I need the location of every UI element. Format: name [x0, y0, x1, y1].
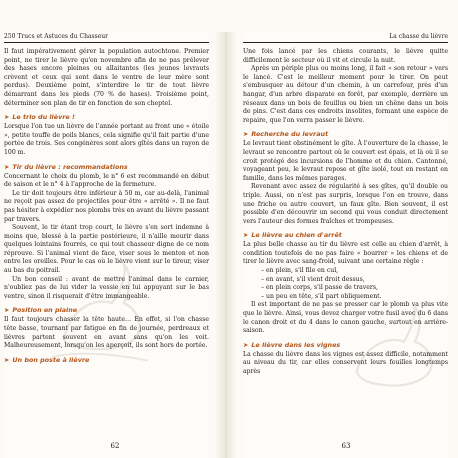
right-page-text: [243, 48, 448, 377]
section-heading-text: Le trio du lièvre !: [12, 113, 75, 122]
section-heading: [243, 341, 448, 350]
heading-arrow-icon: ➤: [4, 355, 10, 364]
left-header-rule: [4, 42, 209, 43]
section-heading: [4, 356, 209, 365]
section-heading-text: Le lièvre au chien d'arrêt: [251, 231, 342, 240]
section-heading-text: Tir du lièvre : recommandations: [12, 162, 128, 171]
body-paragraph: Un bon conseil : avant de mettre l'animal dans le carnier, n'oubliez pas de lui vider la vessie en lui appuyant sur le bas ventre, sinon il risquerait d'être immangeable.: [4, 275, 209, 300]
section-heading: [4, 306, 209, 315]
body-paragraph: Le levraut tient obstinément le gîte. À l'ouverture de la chasse, le levraut se rencontre partout où le couvert est épais, et là où il se croit protégé des incursions de l'homme et du chien. Cantonné, voyageant peu, le levraut repose et gîte isolé, tout en restant en famille, dans les mêmes parages.: [243, 140, 448, 182]
left-page-number: 62: [110, 442, 120, 450]
heading-arrow-icon: ➤: [4, 113, 10, 122]
heading-arrow-icon: ➤: [243, 340, 249, 349]
body-paragraph: Lorsque l'on tue un lièvre de l'année portant au front une « étoile », petite touffe de poils blancs, cela signifie qu'il fait partie d'une portée de trois. Ses congénères sont alors gîtés dans un rayon de 100 m.: [4, 123, 209, 156]
body-paragraph: Le tir doit toujours être inférieur à 50 m, car au-delà, l'animal ne reçoit pas assez de projectiles pour être « arrêté ». Il ne faut pas hésiter à expédier nos plombs très en avant du lièvre passant par travers.: [4, 189, 209, 223]
right-header-rule: [243, 42, 448, 43]
body-paragraph: La plus belle chasse au tir du lièvre est celle au chien d'arrêt, à condition toutefois de ne pas faire « bourrer » les chiens et de tirer le lièvre avec sang-froid, suivant une certaine règle :: [243, 241, 448, 266]
list-item: – en plein, s'il file en cul,: [261, 267, 339, 275]
book-gutter: [214, 32, 238, 458]
section-heading: [243, 231, 448, 240]
section-heading-text: Un bon poste à lièvre: [12, 355, 90, 364]
left-page-text: [4, 48, 209, 366]
heading-arrow-icon: ➤: [4, 162, 10, 171]
body-paragraph: Revenant avec assez de régularité à ses gîtes, qu'il double ou triple. Aussi, on n'est pas surpris, lorsque l'on en trouve, dans une friche ou autre couvert, un faux gîte. Bien souvent, il est possible d'en découvrir un second qui vous conduit directement vers l'auteur des formes fraîches et trompeuses.: [243, 183, 448, 225]
left-running-head: 250 Trucs et Astuces du Chasseur: [4, 33, 108, 40]
right-page-number: 63: [341, 442, 351, 450]
section-heading: [4, 113, 209, 122]
list-item: – en avant, s'il vient droit dessus,: [261, 275, 365, 283]
right-running-head: La chasse du lièvre: [389, 33, 448, 40]
heading-arrow-icon: ➤: [243, 130, 249, 139]
body-paragraph: La chasse du lièvre dans les vignes est assez difficile, notamment au niveau du tir, car elles conservent leurs feuilles longtemps après: [243, 350, 448, 375]
body-paragraph: Après un périple plus ou moins long, il fait « son retour » vers le lancé. C'est le meilleur moment pour le tirer. On peut s'embusquer au détour d'un chemin, à un carrefour, près d'un hangar, d'un arbre disparate en forêt, par exemple, derrière un réseaux dans un bois de feuillus ou bien un chêne dans un bois de pins. C'est dans ces endroits insolites, formant une espèce de repaire, que l'on verra passer le lièvre.: [243, 65, 448, 124]
section-heading-text: Le lièvre dans les vignes: [251, 340, 341, 349]
body-paragraph: Il est important de ne pas se presser car le plomb va plus vite que le lièvre. Ainsi, vous devez charger votre fusil avec du 6 dans le canon droit et du 4 dans le canon gauche, surtout en arrière-saison.: [243, 301, 448, 335]
section-heading: [4, 163, 209, 172]
body-paragraph: Une fois lancé par les chiens courants, le lièvre quitte difficilement le secteur où il vit et circule la nuit.: [243, 48, 448, 64]
heading-arrow-icon: ➤: [243, 231, 249, 240]
body-paragraph: Souvent, le tir étant trop court, le lièvre s'en sort indemne à moins que, blessé à la partie postérieure, il n'aille mourir dans quelques lointains fourrés, ce qui tout chasseur digne de ce nom réprouve. Si l'animal vient de face, viser sous le menton et non entre les oreilles. Pour le cas où le lièvre vient sur le tireur, viser au bas du poitrail.: [4, 224, 209, 275]
heading-arrow-icon: ➤: [4, 306, 10, 315]
body-paragraph: Concernant le choix du plomb, le n° 6 est recommandé en début de saison et le n° 4 à l'approche de la fermeture.: [4, 172, 209, 189]
list-item: – un peu en tête, s'il part obliquement.: [261, 292, 382, 300]
section-heading-text: Position en plaine: [12, 306, 78, 315]
section-heading-text: Recherche du levraut: [251, 130, 329, 139]
body-paragraph: Il faut toujours chasser la tête haute… En effet, si l'on chasse tête basse, tournant par fatigue en fin de journée, perdreaux et lièvres partent souvent en avant sans qu'on les voit. Malheureusement, lorsqu'on les aperçoit, ils sont hors de portée.: [4, 316, 209, 350]
list-item: – en plein corps, s'il passe de travers,: [261, 284, 378, 292]
section-heading: [243, 130, 448, 139]
body-paragraph: Il faut impérativement gérer la population autochtone. Premier point, ne tirer le lièvre qu'en novembre afin de ne pas prélever des hases encore pleines ou allaitantes (les jeunes levrauts crèvent et ceux qui sont dans le ventre de leur mère sont perdus). Deuxième point, s'interdire le tir de tout lièvre démarrant dans les pieds (70 % de hases). Troisième point, déterminer son plan de tir en fonction de son cheptel.: [4, 48, 209, 107]
